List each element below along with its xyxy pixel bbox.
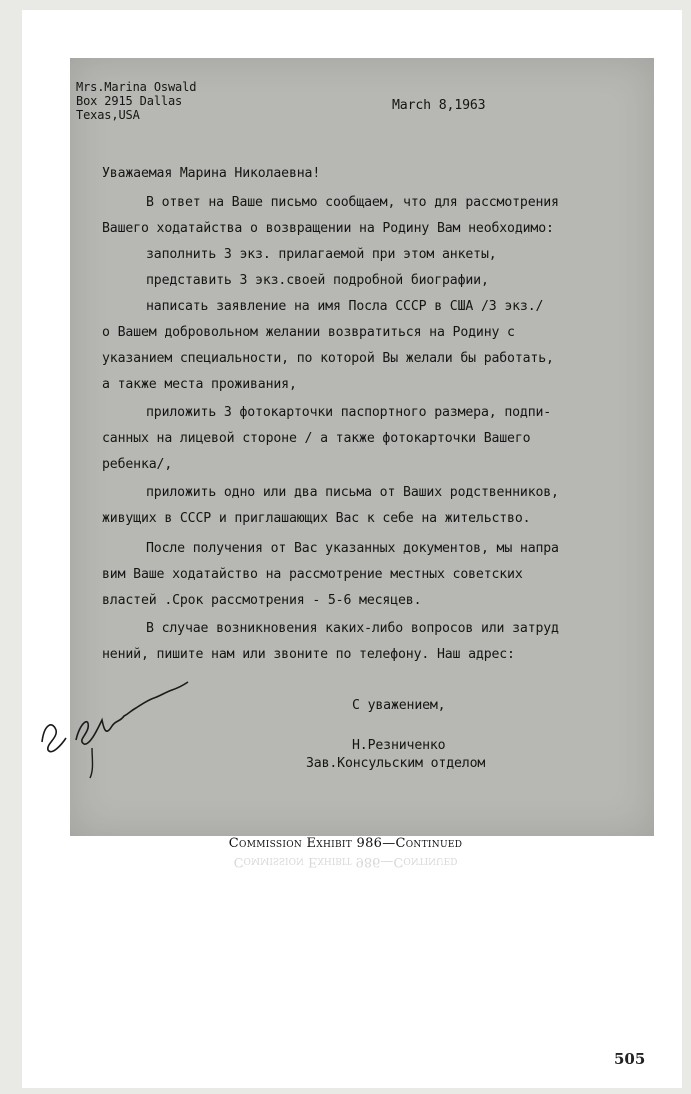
recipient-line-3: Texas,USA [76,108,140,122]
body-line: приложить 3 фотокарточки паспортного размера, подпи- [146,405,552,420]
letter-greeting: Уважаемая Марина Николаевна! [102,166,321,181]
page-number: 505 [614,1050,646,1068]
recipient-line-2: Box 2915 Dallas [76,94,183,108]
body-line: нений, пишите нам или звоните по телефону. Наш адрес: [102,647,515,662]
body-line: приложить одно или два письма от Ваших родственников, [146,485,559,500]
body-line: В ответ на Ваше письмо сообщаем, что для рассмотрения [146,195,559,210]
body-line: властей .Срок рассмотрения - 5-6 месяцев. [102,593,422,608]
body-line: а также места проживания, [102,377,297,392]
body-line: После получения от Вас указанных документов, мы напра [146,541,559,556]
letter-closing: С уважением, [352,698,446,713]
body-line: представить 3 экз.своей подробной биографии, [146,273,489,288]
body-line: указанием специальности, по которой Вы желали бы работать, [102,351,554,366]
body-line: вим Ваше ходатайство на рассмотрение местных советских [102,567,523,582]
body-line: о Вашем добровольном желании возвратиться на Родину с [102,325,515,340]
exhibit-caption: Commission Exhibit 986—Continued [228,836,463,851]
handwritten-signature-icon [32,670,212,790]
body-line: написать заявление на имя Посла СССР в США /3 экз./ [146,299,544,314]
letter-date: March 8,1963 [392,98,486,113]
signatory-title: Зав.Консульским отделом [306,756,486,771]
exhibit-caption-bleedthrough: Commission Exhibit 986—Continued [233,854,458,869]
body-line: заполнить 3 экз. прилагаемой при этом анкеты, [146,247,497,262]
body-line: живущих в СССР и приглашающих Вас к себе на жительство. [102,511,531,526]
body-line: В случае возникновения каких-либо вопросов или затруд [146,621,559,636]
signatory-name: Н.Резниченко [352,738,446,753]
recipient-line-1: Mrs.Marina Oswald [76,80,197,94]
body-line: санных на лицевой стороне / а также фотокарточки Вашего [102,431,531,446]
body-line: Вашего ходатайства о возвращении на Родину Вам необходимо: [102,221,554,236]
body-line: ребенка/, [102,457,173,472]
